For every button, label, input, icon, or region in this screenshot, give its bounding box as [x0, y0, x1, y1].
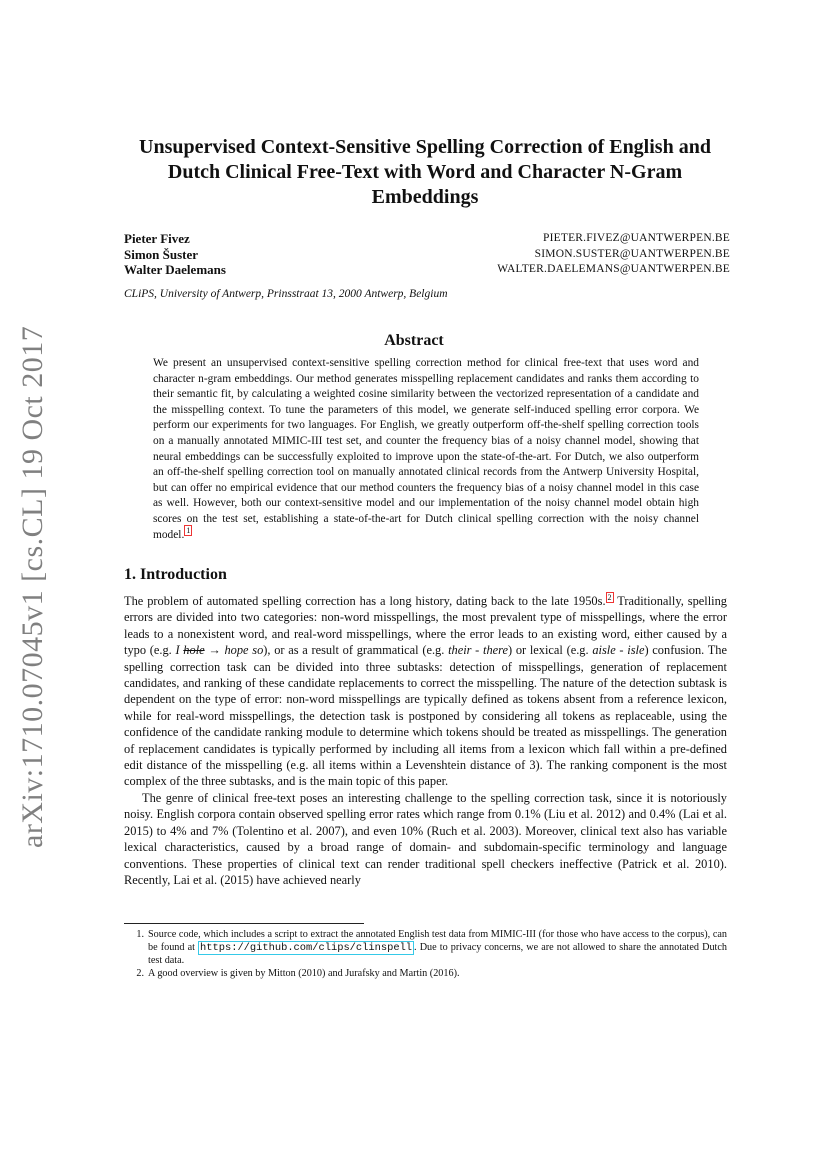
footnote-number: 1. [136, 929, 144, 940]
text-run: ) or lexical (e.g. [508, 643, 593, 658]
text-run: I [175, 643, 184, 658]
abstract-heading: Abstract [384, 332, 444, 349]
paragraph [124, 593, 727, 790]
footnote-text [148, 929, 727, 967]
footnote-text: A good overview is given by Mitton (2010) and Jurafsky and Martin (2016). [148, 968, 460, 980]
footnotes [124, 929, 727, 982]
author-name: Walter Daelemans [124, 262, 226, 277]
section-heading-introduction: 1. Introduction [124, 566, 227, 583]
text-run: hope so [224, 643, 264, 658]
affiliation: CLiPS, University of Antwerp, Prinsstraat 13, 2000 Antwerp, Belgium [124, 288, 448, 300]
text-run: ) confusion. The spelling correction task can be divided into three subtasks: detection of misspellings, generation of replacement candidates, and ranking of these candidate replacements to correct the misspelling. The nature of the detection subtask is dependent on the type of error: non-word misspellings are typically defined as tokens absent from a reference lexicon, while for real-word misspellings, the detection task is postponed by considering all tokens as replaceable, using the confidence of the candidate ranking module to determine which tokens should be treated as misspellings. The generation of replacement candidates is typically performed by including all items from a lexicon which fall within a pre-defined edit distance of the misspelling (e.g. all items within a Levenshtein distance of 3). The ranking component is the most complex of the three subtasks, and is the main topic of this paper. [124, 643, 728, 789]
footnote [124, 968, 727, 981]
paragraph: The genre of clinical free-text poses an interesting challenge to the spelling correction task, since it is notoriously noisy. English corpora contain observed spelling error rates which range from 0.1% (Liu et al. 2012) and 0.4% (Lai et al. 2015) to 4% and 7% (Tolentino et al. 2007), and even 10% (Ruch et al. 2003). Moreover, clinical text also has variable lexical characteristics, caused by a broad range of domain- and subdomain-specific terminology and language conventions. These properties of clinical text can render traditional spell checkers ineffective (Patrick et al. 2010). Recently, Lai et al. (2015) have achieved nearly [124, 790, 727, 887]
arrow-symbol: → [204, 643, 225, 658]
text-run: their - there [448, 643, 508, 658]
footnote-number: 2. [136, 968, 144, 980]
text-run: aisle - isle [592, 643, 645, 658]
struck-word: hole [183, 643, 205, 658]
introduction-body [124, 593, 727, 888]
author-row [124, 231, 730, 247]
abstract-body [153, 356, 699, 543]
arxiv-stamp-text: arXiv:1710.07045v1 [cs.CL] 19 Oct 2017 [16, 325, 49, 848]
author-row [124, 247, 730, 263]
arxiv-stamp [16, 325, 49, 848]
text-run: The problem of automated spelling correction has a long history, dating back to the late 1950s. [124, 594, 606, 608]
github-link[interactable]: https://github.com/clips/clinspell [200, 941, 413, 954]
footnote-link-2[interactable]: 2 [607, 592, 612, 602]
author-name: Pieter Fivez [124, 231, 190, 246]
text-run: Source code, which includes a script to extract the annotated English test data from MIMIC-III (for those who have access to the corpus), can be found at [148, 929, 727, 953]
author-row [124, 262, 730, 278]
author-email: WALTER.DAELEMANS@UANTWERPEN.BE [497, 263, 730, 275]
abstract-text: We present an unsupervised context-sensitive spelling correction method for clinical free-text that uses word and character n-gram embeddings. Our method generates misspelling replacement candidates and ranks them according to their semantic fit, by calculating a weighted cosine similarity between the vectorized representation of a candidate and the misspelling context. To tune the parameters of this model, we generate self-induced spelling error corpora. We perform our experiments for two languages. For English, we greatly outperform off-the-shelf spelling correction tools on a manually annotated MIMIC-III test set, and counter the frequency bias of a noisy channel model, showing that neural embeddings can be successfully exploited to improve upon the state-of-the-art. For Dutch, we also outperform an off-the-shelf spelling correction tool on manually annotated clinical records from the Antwerp University Hospital, but can offer no empirical evidence that our method counters the frequency bias of a noisy channel model in this case as well. However, both our context-sensitive model and our implementation of the noisy channel model obtain high scores on the test set, establishing a state-of-the-art for Dutch clinical spelling correction with the noisy channel model. [153, 357, 699, 541]
footnote-link-1[interactable]: 1 [186, 525, 191, 535]
footnote [124, 929, 727, 967]
text-run: Traditionally, spelling errors are divided into two categories: non-word misspellings, the most prevalent type of misspellings, where the error leads to a nonexistent word, and real-word misspellings, where the error leads to an existing word, either caused by a typo (e.g. [124, 594, 727, 658]
footnote-divider [124, 923, 364, 924]
author-email: PIETER.FIVEZ@UANTWERPEN.BE [543, 232, 730, 244]
author-email: SIMON.SUSTER@UANTWERPEN.BE [534, 247, 730, 260]
text-run: . Due to privacy concerns, we are not allowed to share the annotated Dutch test data. [148, 941, 727, 966]
text-run: ), or as a result of grammatical (e.g. [263, 643, 449, 658]
author-block [124, 231, 730, 278]
author-name: Simon Šuster [124, 246, 199, 262]
paper-title: Unsupervised Context-Sensitive Spelling Correction of English and Dutch Clinical Free-Text with Word and Character N-Gram Embeddings [139, 136, 711, 208]
